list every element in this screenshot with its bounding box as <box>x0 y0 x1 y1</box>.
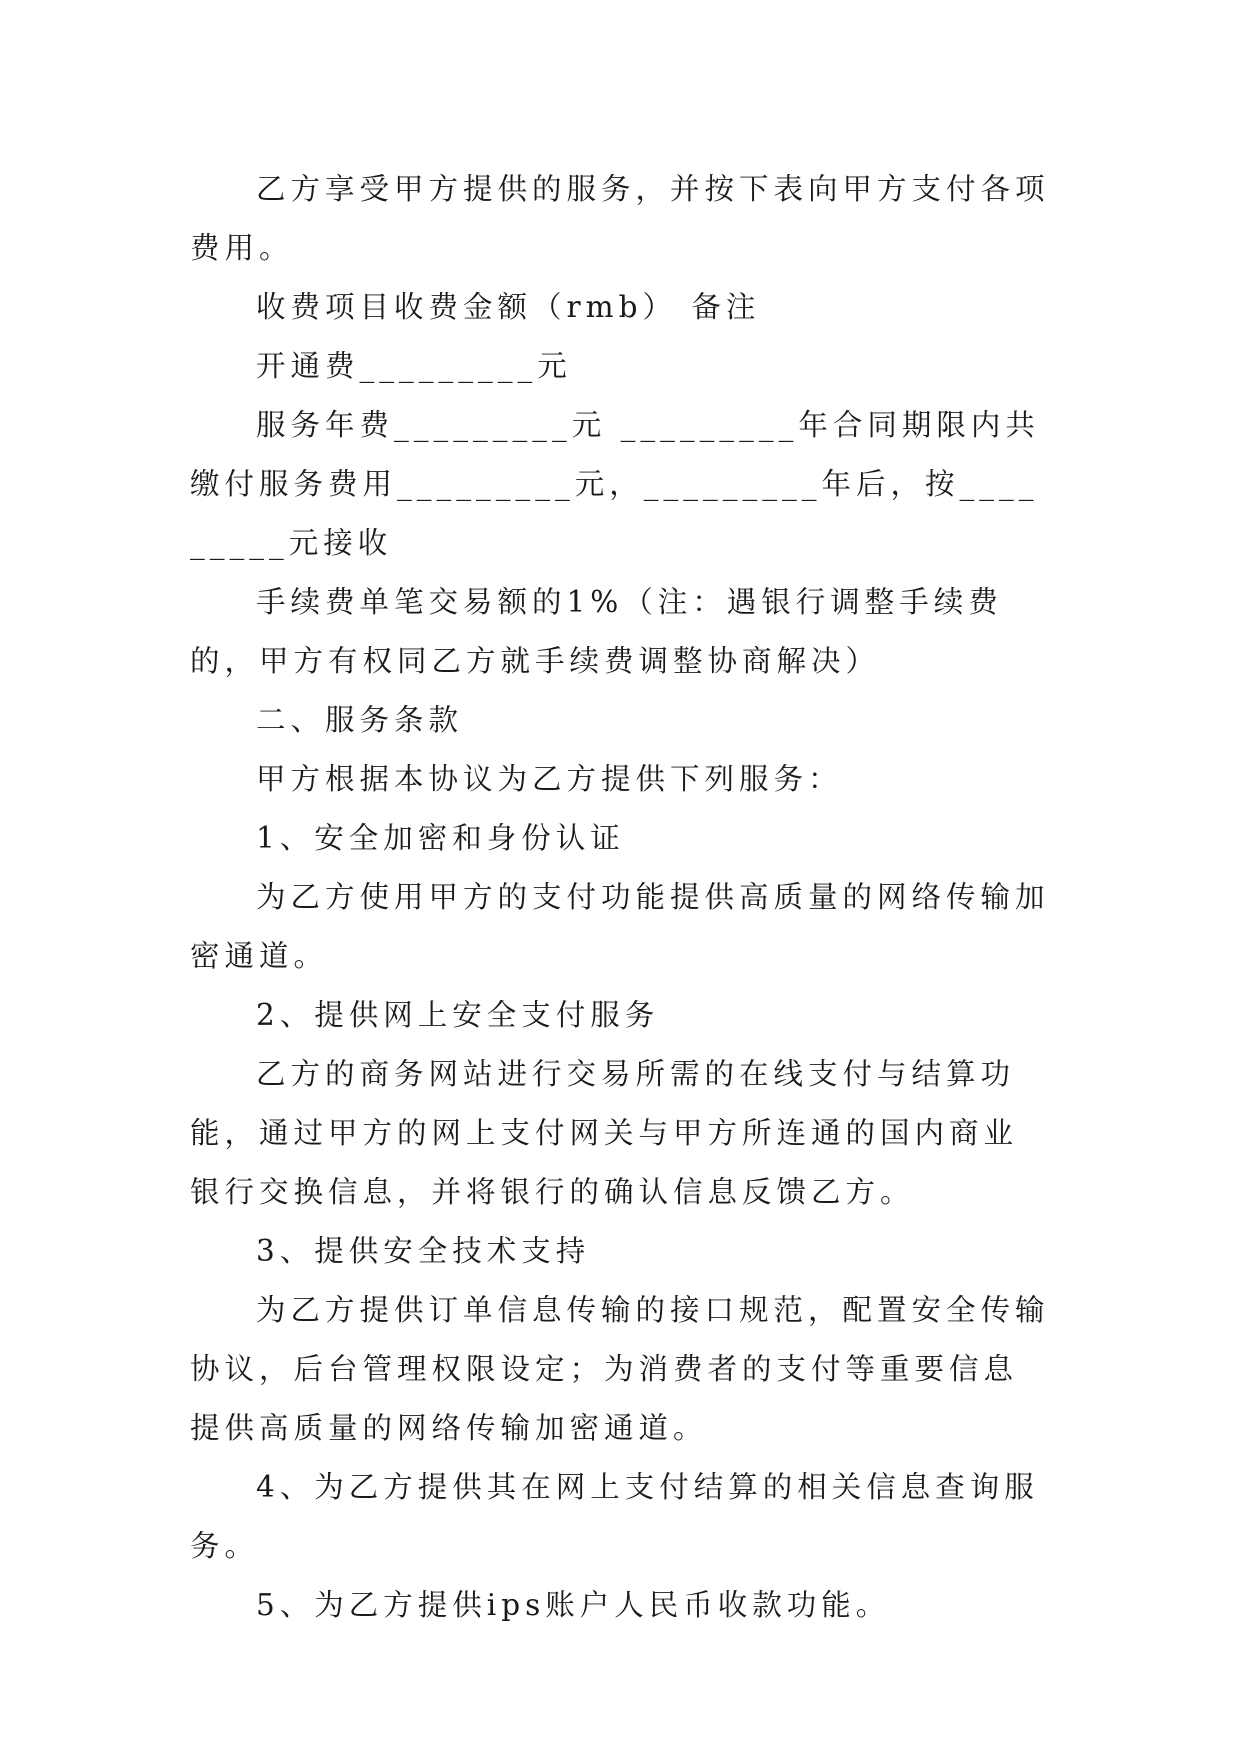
list-item-4: 4、为乙方提供其在网上支付结算的相关信息查询服务。 <box>190 1470 1039 1563</box>
paragraph-fee-table-header: 收费项目收费金额（rmb） 备注 <box>256 290 761 324</box>
paragraph-handling-fee: 手续费单笔交易额的1%（注：遇银行调整手续费的，甲方有权同乙方就手续费调整协商解决） <box>190 585 1003 678</box>
section-heading-service-terms: 二、服务条款 <box>256 703 464 737</box>
list-item-2-heading: 2、提供网上安全支付服务 <box>256 998 660 1032</box>
list-item-5: 5、为乙方提供ips账户人民币收款功能。 <box>256 1588 891 1622</box>
paragraph-fees-intro: 乙方享受甲方提供的服务，并按下表向甲方支付各项费用。 <box>190 172 1050 265</box>
list-item-3-body: 为乙方提供订单信息传输的接口规范，配置安全传输协议，后台管理权限设定；为消费者的支付等重要信息提供高质量的网络传输加密通道。 <box>190 1293 1050 1445</box>
list-item-1-heading: 1、安全加密和身份认证 <box>256 821 625 855</box>
paragraph-services-intro: 甲方根据本协议为乙方提供下列服务： <box>256 762 843 796</box>
list-item-2-body: 乙方的商务网站进行交易所需的在线支付与结算功能，通过甲方的网上支付网关与甲方所连通的国内商业银行交换信息，并将银行的确认信息反馈乙方。 <box>190 1057 1019 1209</box>
paragraph-setup-fee: 开通费_________元 <box>256 349 572 383</box>
list-item-3-heading: 3、提供安全技术支持 <box>256 1234 591 1268</box>
document-page <box>190 160 1050 1635</box>
list-item-1-body: 为乙方使用甲方的支付功能提供高质量的网络传输加密通道。 <box>190 880 1050 973</box>
paragraph-annual-fee: 服务年费_________元 _________年合同期限内共缴付服务费用_________元，_________年后，按_________元接收 <box>190 408 1040 560</box>
